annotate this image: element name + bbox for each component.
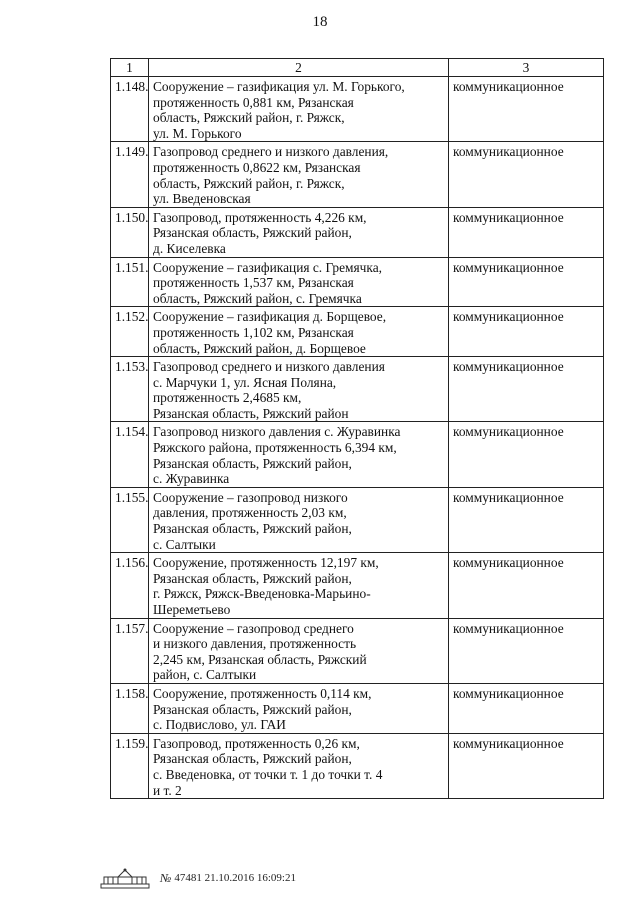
description-line: протяженность 1,102 км, Рязанская — [153, 324, 354, 340]
row-type-cell: коммуникационное — [449, 487, 604, 552]
row-description-cell — [149, 207, 449, 257]
description-line: с. Марчуки 1, ул. Ясная Поляна, — [153, 374, 337, 390]
description-line: с. Введеновка, от точки т. 1 до точки т. 4 — [153, 766, 383, 782]
table-row — [111, 257, 604, 307]
description-line: Газопровод, протяженность 0,26 км, — [153, 735, 360, 751]
table-row — [111, 487, 604, 552]
row-type-cell: коммуникационное — [449, 142, 604, 207]
description-line: область, Ряжский район, с. Гремячка — [153, 290, 362, 306]
description-line: давления, протяженность 2,03 км, — [153, 505, 347, 521]
footer-number-sign: № — [160, 870, 172, 885]
description-line: Ряжского района, протяженность 6,394 км, — [153, 440, 397, 456]
row-description-cell — [149, 77, 449, 142]
row-description-cell — [149, 733, 449, 798]
row-number-cell: 1.153. — [111, 357, 149, 422]
row-number-cell: 1.150. — [111, 207, 149, 257]
table-body — [111, 77, 604, 799]
description-line: д. Киселевка — [153, 240, 226, 256]
description-line: Сооружение – газопровод низкого — [153, 489, 348, 505]
row-number-cell: 1.149. — [111, 142, 149, 207]
row-number-cell: 1.154. — [111, 422, 149, 487]
description-line: район, с. Салтыки — [153, 667, 257, 683]
row-type-cell: коммуникационное — [449, 207, 604, 257]
description-line: Рязанская область, Ряжский район, — [153, 521, 352, 537]
description-line: ул. Введеновская — [153, 191, 251, 207]
property-registry-table — [110, 58, 604, 799]
row-type-cell: коммуникационное — [449, 683, 604, 733]
row-number-cell: 1.151. — [111, 257, 149, 307]
row-type-cell: коммуникационное — [449, 553, 604, 618]
description-line: с. Журавинка — [153, 471, 230, 487]
description-line: протяженность 0,881 км, Рязанская — [153, 94, 354, 110]
description-line: протяженность 2,4685 км, — [153, 390, 302, 406]
description-line: и т. 2 — [153, 782, 182, 798]
table-header-row — [111, 59, 604, 77]
description-line: ул. М. Горького — [153, 125, 242, 141]
row-type-cell: коммуникационное — [449, 422, 604, 487]
row-number-cell: 1.158. — [111, 683, 149, 733]
page-number: 18 — [312, 14, 328, 30]
row-description-cell — [149, 683, 449, 733]
row-number-cell: 1.148. — [111, 77, 149, 142]
description-line: область, Ряжский район, д. Борщевое — [153, 340, 366, 356]
column-header-type: 3 — [449, 59, 604, 77]
description-line: 2,245 км, Рязанская область, Ряжский — [153, 651, 367, 667]
row-type-cell: коммуникационное — [449, 357, 604, 422]
description-line: Рязанская область, Ряжский район, — [153, 751, 352, 767]
row-type-cell: коммуникационное — [449, 733, 604, 798]
description-line: Газопровод среднего и низкого давления, — [153, 144, 389, 160]
table-row — [111, 307, 604, 357]
row-description-cell — [149, 307, 449, 357]
row-number-cell: 1.156. — [111, 553, 149, 618]
table-row — [111, 618, 604, 683]
column-header-description: 2 — [149, 59, 449, 77]
row-description-cell — [149, 487, 449, 552]
row-number-cell: 1.152. — [111, 307, 149, 357]
row-type-cell: коммуникационное — [449, 77, 604, 142]
description-line: Рязанская область, Ряжский район, — [153, 570, 352, 586]
description-line: и низкого давления, протяженность — [153, 636, 357, 652]
description-line: Газопровод низкого давления с. Журавинка — [153, 424, 401, 440]
document-footer — [100, 866, 296, 890]
table-row — [111, 683, 604, 733]
row-type-cell: коммуникационное — [449, 618, 604, 683]
description-line: с. Салтыки — [153, 536, 216, 552]
description-line: Газопровод, протяженность 4,226 км, — [153, 209, 367, 225]
row-number-cell: 1.155. — [111, 487, 149, 552]
description-line: с. Подвислово, ул. ГАИ — [153, 717, 286, 733]
table-row — [111, 77, 604, 142]
table-row — [111, 207, 604, 257]
column-header-number: 1 — [111, 59, 149, 77]
table-row — [111, 357, 604, 422]
description-line: Рязанская область, Ряжский район, — [153, 225, 352, 241]
description-line: Рязанская область, Ряжский район, — [153, 455, 352, 471]
footer-document-info: 47481 21.10.2016 16:09:21 — [174, 872, 296, 884]
row-description-cell — [149, 618, 449, 683]
government-building-emblem-icon — [100, 867, 150, 889]
description-line: Сооружение – газификация с. Гремячка, — [153, 259, 382, 275]
description-line: Сооружение, протяженность 0,114 км, — [153, 685, 372, 701]
description-line: Шереметьево — [153, 602, 231, 617]
row-description-cell — [149, 142, 449, 207]
table-row — [111, 422, 604, 487]
description-line: протяженность 0,8622 км, Рязанская — [153, 159, 361, 175]
row-number-cell: 1.159. — [111, 733, 149, 798]
description-line: Сооружение – газификация д. Борщевое, — [153, 309, 387, 325]
row-type-cell: коммуникационное — [449, 307, 604, 357]
row-description-cell — [149, 357, 449, 422]
row-type-cell: коммуникационное — [449, 257, 604, 307]
description-line: область, Ряжский район, г. Ряжск, — [153, 110, 345, 126]
description-line: Рязанская область, Ряжский район, — [153, 701, 352, 717]
row-description-cell — [149, 553, 449, 618]
description-line: Сооружение – газификация ул. М. Горького, — [153, 79, 405, 94]
description-line: Сооружение, протяженность 12,197 км, — [153, 555, 379, 571]
description-line: область, Ряжский район, г. Ряжск, — [153, 175, 345, 191]
description-line: Сооружение – газопровод среднего — [153, 620, 354, 636]
description-line: Газопровод среднего и низкого давления — [153, 359, 385, 375]
description-line: Рязанская область, Ряжский район — [153, 405, 349, 421]
description-line: г. Ряжск, Ряжск-Введеновка-Марьино- — [153, 586, 371, 602]
table-row — [111, 733, 604, 798]
row-description-cell — [149, 422, 449, 487]
row-description-cell — [149, 257, 449, 307]
description-line: протяженность 1,537 км, Рязанская — [153, 275, 354, 291]
table-row — [111, 142, 604, 207]
row-number-cell: 1.157. — [111, 618, 149, 683]
table-row — [111, 553, 604, 618]
